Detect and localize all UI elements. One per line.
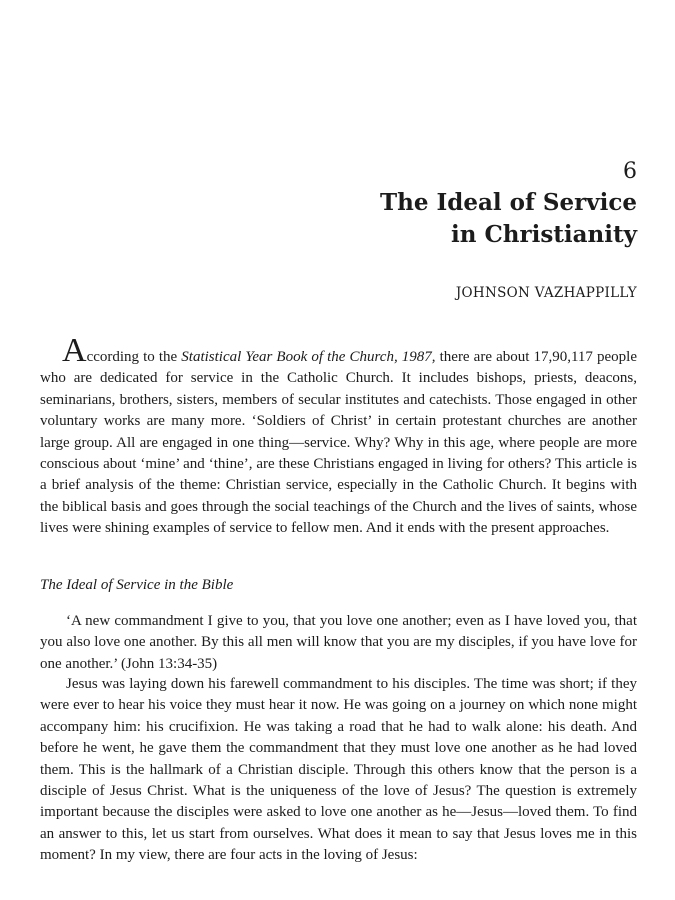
- section-heading: The Ideal of Service in the Bible: [40, 577, 234, 593]
- drop-cap: A: [62, 332, 87, 369]
- intro-paragraph: [40, 332, 637, 540]
- chapter-number: 6: [623, 159, 637, 184]
- chapter-title: [380, 187, 637, 251]
- intro-book-title: Statistical Year Book of the Church, 1987,: [181, 349, 436, 365]
- body-paragraph: Jesus was laying down his farewell commandment to his disciples. The time was short; if they were ever to hear his voice they must hear it now. He was going on a journey on which none might accompany him: his crucifixion. He was taking a road that he had to walk alone: his death. And before he went, he gave them the commandment that they must love one another as he had loved them. This is the hallmark of a Christian disciple. Through this others know that the person is a disciple of Jesus Christ. What is the uniqueness of the love of Jesus? The question is extremely important because the disciples were asked to love one another as he—Jesus—loved them. To find an answer to this, let us start from ourselves. What does it mean to say that Jesus loves me in this moment? In my view, there are four acts in the loving of Jesus:: [40, 676, 637, 864]
- scripture-quote-paragraph: ‘A new commandment I give to you, that you love one another; even as I have loved you, that you also love one another. By this all men will know that you are my disciples, if you have love for one another.’ (John 13:34-35): [40, 613, 637, 672]
- chapter-title-line-1: The Ideal of Service: [380, 189, 637, 216]
- chapter-header: [380, 157, 637, 251]
- intro-rest: there are about 17,90,117 people who are dedicated for service in the Catholic Church. It includes bishops, priests, deacons, seminarians, brothers, sisters, members of secular institutes and catechists. Those engaged in other voluntary works are many more. ‘Soldiers of Christ’ in certain protestant churches are another large group. All are engaged in one thing—service. Why? Why in this age, where people are more conscious about ‘mine’ and ‘thine’, are these Christians engaged in living for others? This article is a brief analysis of the theme: Christian service, especially in the Catholic Church. It begins with the biblical basis and goes through the social teachings of the Church and the lives of saints, whose lives were shining examples of service to fellow men. And it ends with the present approaches.: [40, 349, 637, 537]
- book-page: [40, 0, 637, 900]
- chapter-title-line-2: in Christianity: [450, 221, 637, 248]
- intro-lead: ccording to the: [86, 349, 182, 365]
- chapter-author: JOHNSON VAZHAPPILLY: [455, 285, 637, 301]
